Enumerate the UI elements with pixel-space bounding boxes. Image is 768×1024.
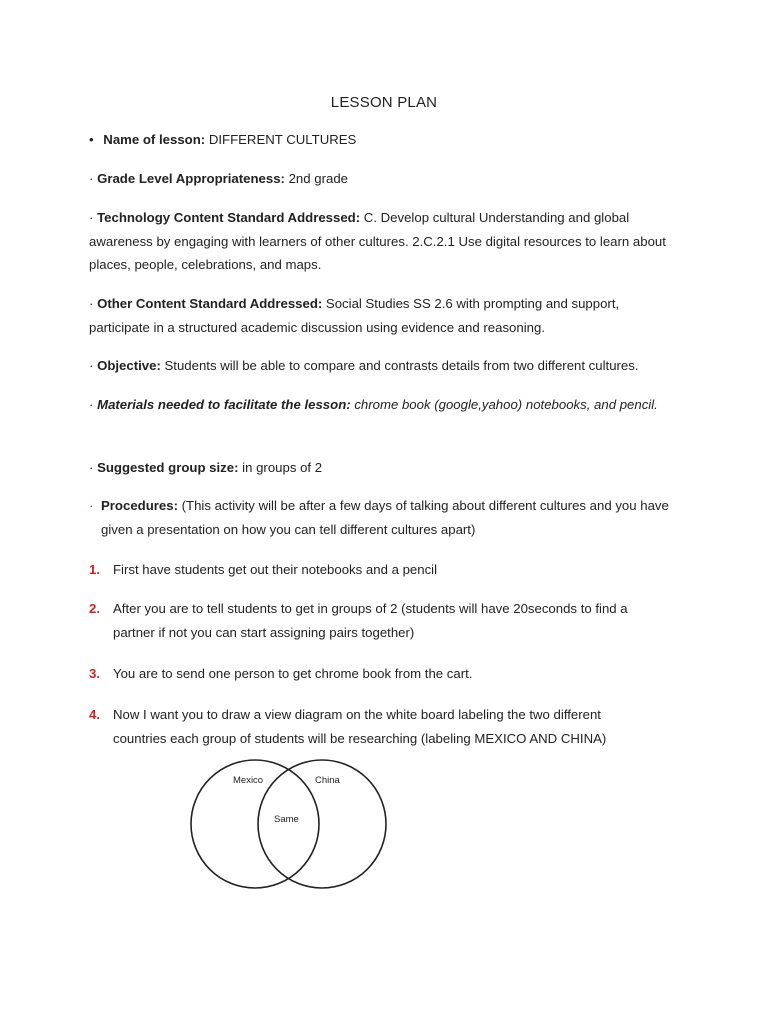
bullet: • <box>89 132 94 147</box>
procedures-body <box>101 494 679 541</box>
bullet: · <box>89 210 94 225</box>
materials-value: chrome book (google,yahoo) notebooks, and pencil. <box>350 397 658 412</box>
step-number: 3. <box>89 666 100 681</box>
name-of-lesson-label: Name of lesson: <box>103 132 206 147</box>
technology-standard <box>89 206 679 277</box>
venn-center-label: Same <box>274 814 299 825</box>
group-size-label: Suggested group size: <box>97 460 239 475</box>
name-of-lesson <box>89 128 689 152</box>
step-3 <box>89 662 689 686</box>
step-text: Now I want you to draw a view diagram on the white board labeling the two different countries each group of students will be researching (labeling MEXICO AND CHINA) <box>113 707 607 746</box>
step-4 <box>89 703 649 751</box>
bullet: · <box>89 296 94 311</box>
step-text: After you are to tell students to get in groups of 2 (students will have 20seconds to find a partner if not you can start assigning pairs together) <box>113 601 628 640</box>
step-number: 4. <box>89 707 100 722</box>
group-size <box>89 456 689 480</box>
procedures-value: (This activity will be after a few days of talking about different cultures and you have given a presentation on how you can tell different cultures apart) <box>101 498 669 537</box>
venn-left-label: Mexico <box>233 775 264 786</box>
bullet: · <box>89 358 94 373</box>
other-standard-value: Social Studies SS 2.6 with prompting and support, participate in a structured academic discussion using evidence and reasoning. <box>89 296 620 335</box>
other-standard <box>89 292 679 339</box>
materials-label: Materials needed to facilitate the lesson: <box>97 397 351 412</box>
step-2 <box>89 597 669 645</box>
page-title: LESSON PLAN <box>330 94 438 111</box>
grade-level-value: 2nd grade <box>284 171 348 186</box>
grade-level <box>89 167 689 191</box>
bullet: · <box>89 171 94 186</box>
procedures-label: Procedures: <box>101 498 178 513</box>
venn-diagram <box>188 758 393 896</box>
venn-right-label: China <box>315 775 340 786</box>
technology-standard-label: Technology Content Standard Addressed: <box>97 210 361 225</box>
group-size-value: in groups of 2 <box>238 460 323 475</box>
step-1 <box>89 558 689 582</box>
bullet: · <box>89 460 94 475</box>
objective-label: Objective: <box>97 358 161 373</box>
name-of-lesson-value: DIFFERENT CULTURES <box>205 132 357 147</box>
step-text: You are to send one person to get chrome book from the cart. <box>113 666 473 681</box>
procedures <box>89 494 679 541</box>
bullet: · <box>89 498 94 513</box>
objective <box>89 354 689 378</box>
technology-standard-value: C. Develop cultural Understanding and global awareness by engaging with learners of other cultures. 2.C.2.1 Use digital resources to learn about places, people, celebrations, and maps. <box>89 210 666 272</box>
materials <box>89 393 659 417</box>
objective-value: Students will be able to compare and contrasts details from two different cultures. <box>160 358 639 373</box>
step-text: First have students get out their notebooks and a pencil <box>113 562 438 577</box>
step-number: 1. <box>89 562 100 577</box>
grade-level-label: Grade Level Appropriateness: <box>97 171 285 186</box>
bullet: · <box>89 397 94 412</box>
step-number: 2. <box>89 601 100 616</box>
other-standard-label: Other Content Standard Addressed: <box>97 296 323 311</box>
